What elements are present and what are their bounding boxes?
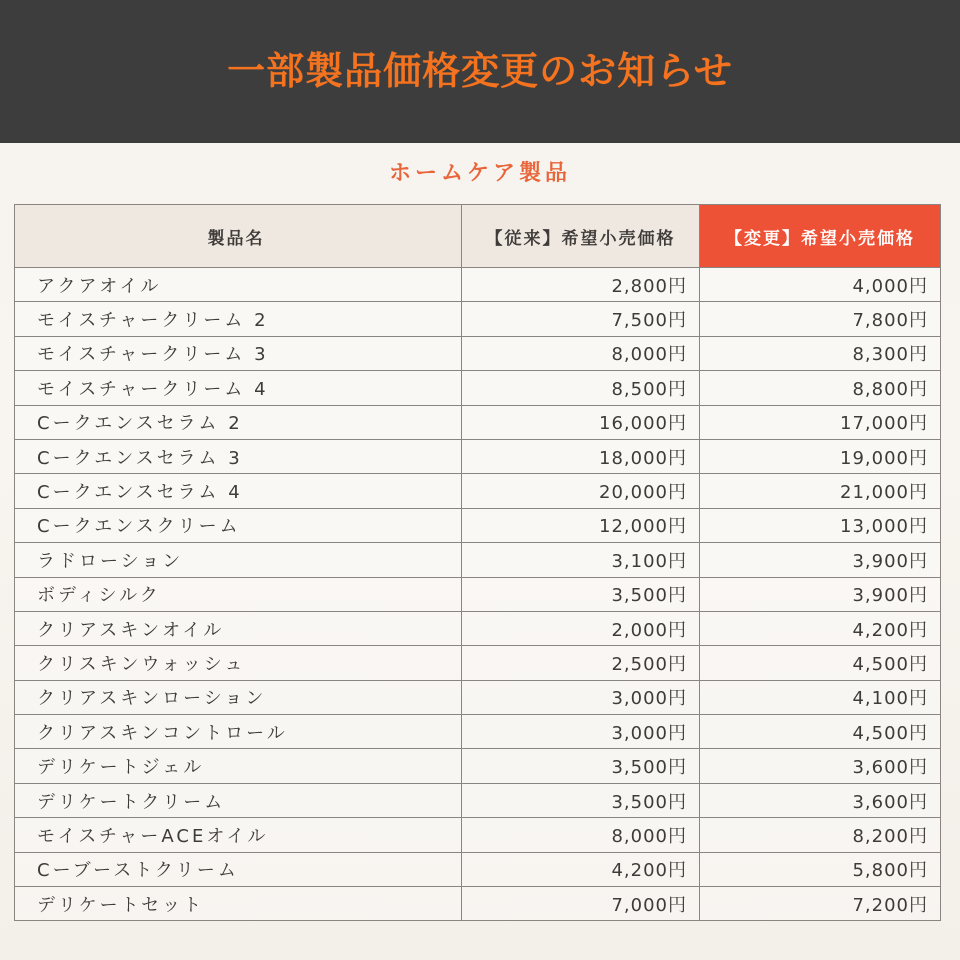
product-name-cell: ボディシルク — [15, 577, 462, 611]
old-price-cell: 3,000円 — [462, 680, 700, 714]
new-price-cell: 7,800円 — [700, 302, 941, 336]
new-price-cell: 19,000円 — [700, 439, 941, 473]
product-name-cell: Cークエンスセラム 3 — [15, 439, 462, 473]
new-price-cell: 3,600円 — [700, 749, 941, 783]
table-header-row — [15, 205, 941, 268]
old-price-cell: 3,100円 — [462, 543, 700, 577]
old-price-cell: 3,500円 — [462, 783, 700, 817]
section-title: ホームケア製品 — [388, 161, 571, 186]
old-price-cell: 8,500円 — [462, 371, 700, 405]
table-body — [15, 268, 941, 921]
old-price-cell: 8,000円 — [462, 818, 700, 852]
header-old-price: 【従来】希望小売価格 — [462, 205, 700, 268]
old-price-cell: 4,200円 — [462, 852, 700, 886]
price-table — [14, 204, 941, 921]
product-name-cell: クリアスキンローション — [15, 680, 462, 714]
new-price-cell: 13,000円 — [700, 508, 941, 542]
product-name-cell: Cークエンスセラム 4 — [15, 474, 462, 508]
product-name-cell: モイスチャークリーム 4 — [15, 371, 462, 405]
header-product-name: 製品名 — [15, 205, 462, 268]
new-price-cell: 4,500円 — [700, 715, 941, 749]
page-title: 一部製品価格変更のお知らせ — [227, 49, 733, 93]
old-price-cell: 3,500円 — [462, 749, 700, 783]
table-row — [15, 268, 941, 302]
table-row — [15, 577, 941, 611]
product-name-cell: ラドローション — [15, 543, 462, 577]
table-row — [15, 783, 941, 817]
table-row — [15, 749, 941, 783]
old-price-cell: 2,000円 — [462, 611, 700, 645]
table-row — [15, 439, 941, 473]
table-row — [15, 646, 941, 680]
old-price-cell: 3,500円 — [462, 577, 700, 611]
new-price-cell: 3,900円 — [700, 543, 941, 577]
table-row — [15, 302, 941, 336]
product-name-cell: モイスチャーACEオイル — [15, 818, 462, 852]
new-price-cell: 4,100円 — [700, 680, 941, 714]
product-name-cell: モイスチャークリーム 2 — [15, 302, 462, 336]
table-row — [15, 371, 941, 405]
table-row — [15, 508, 941, 542]
product-name-cell: クリアスキンコントロール — [15, 715, 462, 749]
table-row — [15, 611, 941, 645]
title-banner — [0, 0, 960, 143]
old-price-cell: 7,000円 — [462, 887, 700, 921]
old-price-cell: 3,000円 — [462, 715, 700, 749]
old-price-cell: 20,000円 — [462, 474, 700, 508]
product-name-cell: アクアオイル — [15, 268, 462, 302]
old-price-cell: 18,000円 — [462, 439, 700, 473]
table-row — [15, 852, 941, 886]
new-price-cell: 8,300円 — [700, 336, 941, 370]
product-name-cell: Cーブーストクリーム — [15, 852, 462, 886]
product-name-cell: モイスチャークリーム 3 — [15, 336, 462, 370]
product-name-cell: クリスキンウォッシュ — [15, 646, 462, 680]
new-price-cell: 5,800円 — [700, 852, 941, 886]
table-row — [15, 336, 941, 370]
old-price-cell: 8,000円 — [462, 336, 700, 370]
new-price-cell: 8,800円 — [700, 371, 941, 405]
table-row — [15, 818, 941, 852]
new-price-cell: 7,200円 — [700, 887, 941, 921]
new-price-cell: 4,200円 — [700, 611, 941, 645]
old-price-cell: 2,500円 — [462, 646, 700, 680]
table-row — [15, 543, 941, 577]
old-price-cell: 16,000円 — [462, 405, 700, 439]
new-price-cell: 21,000円 — [700, 474, 941, 508]
table-row — [15, 405, 941, 439]
new-price-cell: 4,500円 — [700, 646, 941, 680]
product-name-cell: デリケートクリーム — [15, 783, 462, 817]
old-price-cell: 12,000円 — [462, 508, 700, 542]
new-price-cell: 3,600円 — [700, 783, 941, 817]
product-name-cell: Cークエンスセラム 2 — [15, 405, 462, 439]
table-row — [15, 715, 941, 749]
old-price-cell: 2,800円 — [462, 268, 700, 302]
new-price-cell: 8,200円 — [700, 818, 941, 852]
new-price-cell: 3,900円 — [700, 577, 941, 611]
table-row — [15, 680, 941, 714]
header-new-price: 【変更】希望小売価格 — [700, 205, 941, 268]
old-price-cell: 7,500円 — [462, 302, 700, 336]
product-name-cell: デリケートセット — [15, 887, 462, 921]
product-name-cell: クリアスキンオイル — [15, 611, 462, 645]
new-price-cell: 17,000円 — [700, 405, 941, 439]
new-price-cell: 4,000円 — [700, 268, 941, 302]
table-row — [15, 474, 941, 508]
table-row — [15, 887, 941, 921]
product-name-cell: デリケートジェル — [15, 749, 462, 783]
product-name-cell: Cークエンスクリーム — [15, 508, 462, 542]
